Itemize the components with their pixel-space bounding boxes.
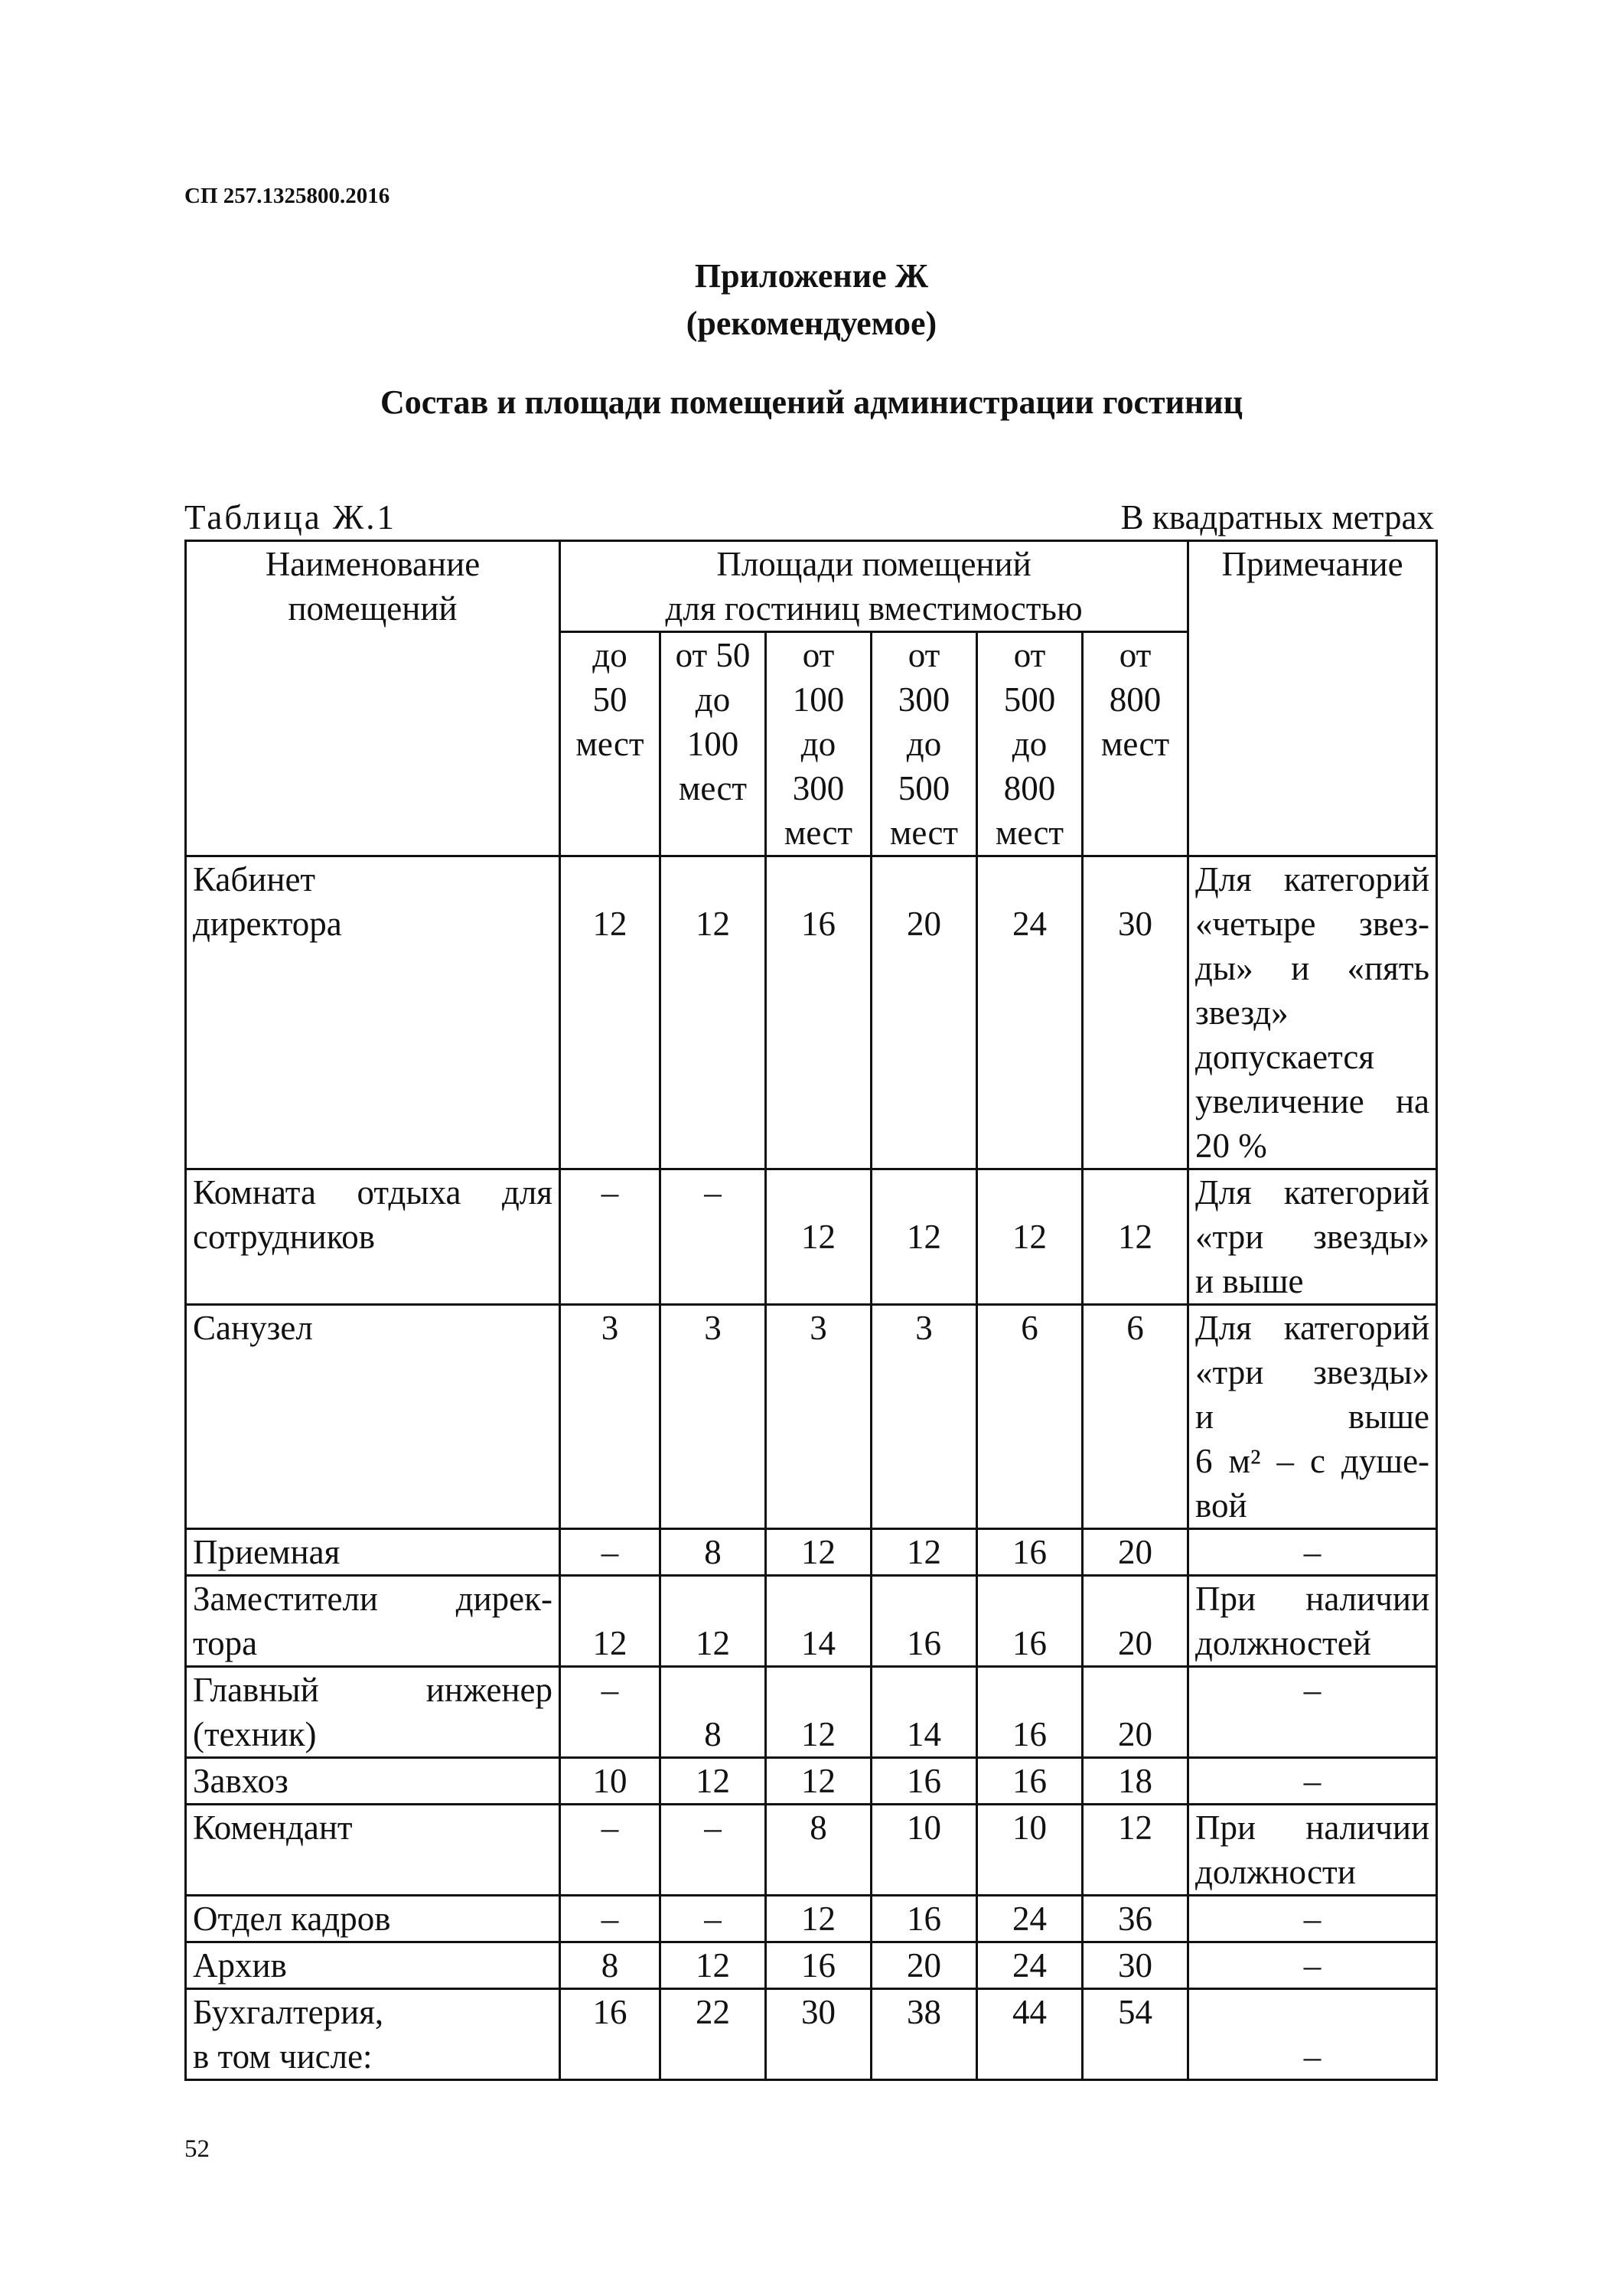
header-capacity-3: от 100 до 300 мест xyxy=(766,632,872,856)
room-name: Бухгалтерия, в том числе: xyxy=(186,1989,560,2080)
area-value: 22 xyxy=(660,1989,766,2080)
table-row xyxy=(186,1942,1437,1989)
table-label: Таблица Ж.1 xyxy=(184,498,397,536)
table-row xyxy=(186,1305,1437,1529)
room-name: Комендант xyxy=(186,1805,560,1896)
table-row xyxy=(186,1529,1437,1576)
area-value: 8 xyxy=(766,1805,872,1896)
table-row xyxy=(186,1758,1437,1805)
area-value: 12 xyxy=(660,1576,766,1667)
area-value: 24 xyxy=(977,1896,1083,1942)
room-name: Кабинет директора xyxy=(186,856,560,1169)
area-value: 20 xyxy=(1083,1576,1188,1667)
room-name: Завхоз xyxy=(186,1758,560,1805)
header-area-group: Площади помещений для гостиниц вместимостью xyxy=(560,541,1188,632)
table-row xyxy=(186,1667,1437,1758)
area-value: 16 xyxy=(560,1989,660,2080)
area-value: 3 xyxy=(560,1305,660,1529)
area-value: 6 xyxy=(1083,1305,1188,1529)
area-value: 12 xyxy=(660,1942,766,1989)
area-value: 12 xyxy=(660,856,766,1169)
header-note: Примечание xyxy=(1188,541,1437,856)
area-value: 8 xyxy=(660,1529,766,1576)
appendix-title: Приложение Ж xyxy=(694,257,929,295)
room-name: Главный инженер (техник) xyxy=(186,1667,560,1758)
area-value: 12 xyxy=(977,1169,1083,1305)
room-note: Для категорий «три звезды» и выше 6 м² – с душе- вой xyxy=(1188,1305,1437,1529)
room-name: Санузел xyxy=(186,1305,560,1529)
area-value: 6 xyxy=(977,1305,1083,1529)
room-note: – xyxy=(1188,1896,1437,1942)
header-capacity-1: до 50 мест xyxy=(560,632,660,856)
header-capacity-2: от 50 до 100 мест xyxy=(660,632,766,856)
area-value: 36 xyxy=(1083,1896,1188,1942)
area-value: 8 xyxy=(660,1667,766,1758)
area-value: – xyxy=(560,1667,660,1758)
document-code: СП 257.1325800.2016 xyxy=(184,184,390,208)
section-heading: Состав и площади помещений администрации гостиниц xyxy=(380,383,1243,421)
room-note: При наличии должности xyxy=(1188,1805,1437,1896)
area-value: 16 xyxy=(766,1942,872,1989)
room-note: – xyxy=(1188,1989,1437,2080)
header-capacity-4: от 300 до 500 мест xyxy=(872,632,977,856)
area-value: 16 xyxy=(872,1576,977,1667)
header-capacity-6: от 800 мест xyxy=(1083,632,1188,856)
room-name: Архив xyxy=(186,1942,560,1989)
area-value: 12 xyxy=(1083,1805,1188,1896)
area-value: 30 xyxy=(766,1989,872,2080)
area-value: 20 xyxy=(1083,1667,1188,1758)
room-name: Отдел кадров xyxy=(186,1896,560,1942)
table-row xyxy=(186,1896,1437,1942)
area-value: 3 xyxy=(872,1305,977,1529)
area-value: – xyxy=(560,1805,660,1896)
room-name: Приемная xyxy=(186,1529,560,1576)
rooms-area-table xyxy=(184,540,1438,2081)
area-value: – xyxy=(660,1169,766,1305)
area-value: 12 xyxy=(560,856,660,1169)
room-note: Для категорий «четыре звез- ды» и «пять звезд» допускается увеличение на 20 % xyxy=(1188,856,1437,1169)
area-value: 12 xyxy=(766,1667,872,1758)
area-value: 54 xyxy=(1083,1989,1188,2080)
area-value: 24 xyxy=(977,856,1083,1169)
table-row xyxy=(186,1576,1437,1667)
area-value: 16 xyxy=(977,1758,1083,1805)
area-value: 3 xyxy=(766,1305,872,1529)
table-row xyxy=(186,856,1437,1169)
area-value: – xyxy=(560,1169,660,1305)
area-value: 12 xyxy=(872,1169,977,1305)
area-value: 12 xyxy=(872,1529,977,1576)
room-name: Заместители дирек- тора xyxy=(186,1576,560,1667)
page-number: 52 xyxy=(184,2135,210,2163)
table-row xyxy=(186,1989,1437,2080)
header-capacity-5: от 500 до 800 мест xyxy=(977,632,1083,856)
area-value: 16 xyxy=(766,856,872,1169)
area-value: 18 xyxy=(1083,1758,1188,1805)
appendix-header xyxy=(0,253,1623,347)
area-value: 44 xyxy=(977,1989,1083,2080)
area-value: 16 xyxy=(872,1896,977,1942)
area-value: – xyxy=(660,1896,766,1942)
table-row xyxy=(186,1805,1437,1896)
area-value: – xyxy=(560,1896,660,1942)
area-value: 10 xyxy=(872,1805,977,1896)
header-room-name: Наименование помещений xyxy=(186,541,560,856)
area-value: 24 xyxy=(977,1942,1083,1989)
area-value: 14 xyxy=(766,1576,872,1667)
area-value: 30 xyxy=(1083,856,1188,1169)
area-value: 20 xyxy=(872,856,977,1169)
area-value: 12 xyxy=(766,1169,872,1305)
area-value: – xyxy=(560,1529,660,1576)
room-name: Комната отдыха для сотрудников xyxy=(186,1169,560,1305)
area-value: 20 xyxy=(872,1942,977,1989)
area-value: 12 xyxy=(1083,1169,1188,1305)
room-note: – xyxy=(1188,1667,1437,1758)
area-value: 16 xyxy=(977,1576,1083,1667)
room-note: – xyxy=(1188,1529,1437,1576)
room-note: – xyxy=(1188,1758,1437,1805)
area-value: 10 xyxy=(977,1805,1083,1896)
area-value: 12 xyxy=(766,1529,872,1576)
area-value: 8 xyxy=(560,1942,660,1989)
area-value: 30 xyxy=(1083,1942,1188,1989)
room-note: – xyxy=(1188,1942,1437,1989)
area-value: 14 xyxy=(872,1667,977,1758)
area-value: 3 xyxy=(660,1305,766,1529)
area-value: 12 xyxy=(560,1576,660,1667)
area-value: 10 xyxy=(560,1758,660,1805)
area-value: 12 xyxy=(766,1896,872,1942)
table-row xyxy=(186,1169,1437,1305)
area-value: 20 xyxy=(1083,1529,1188,1576)
area-value: 38 xyxy=(872,1989,977,2080)
table-units: В квадратных метрах xyxy=(1120,498,1434,536)
room-note: Для категорий «три звезды» и выше xyxy=(1188,1169,1437,1305)
area-value: 16 xyxy=(977,1667,1083,1758)
room-note: При наличии должностей xyxy=(1188,1576,1437,1667)
appendix-status: (рекомендуемое) xyxy=(686,305,937,342)
area-value: 16 xyxy=(977,1529,1083,1576)
area-value: 12 xyxy=(766,1758,872,1805)
area-value: 12 xyxy=(660,1758,766,1805)
area-value: 16 xyxy=(872,1758,977,1805)
area-value: – xyxy=(660,1805,766,1896)
